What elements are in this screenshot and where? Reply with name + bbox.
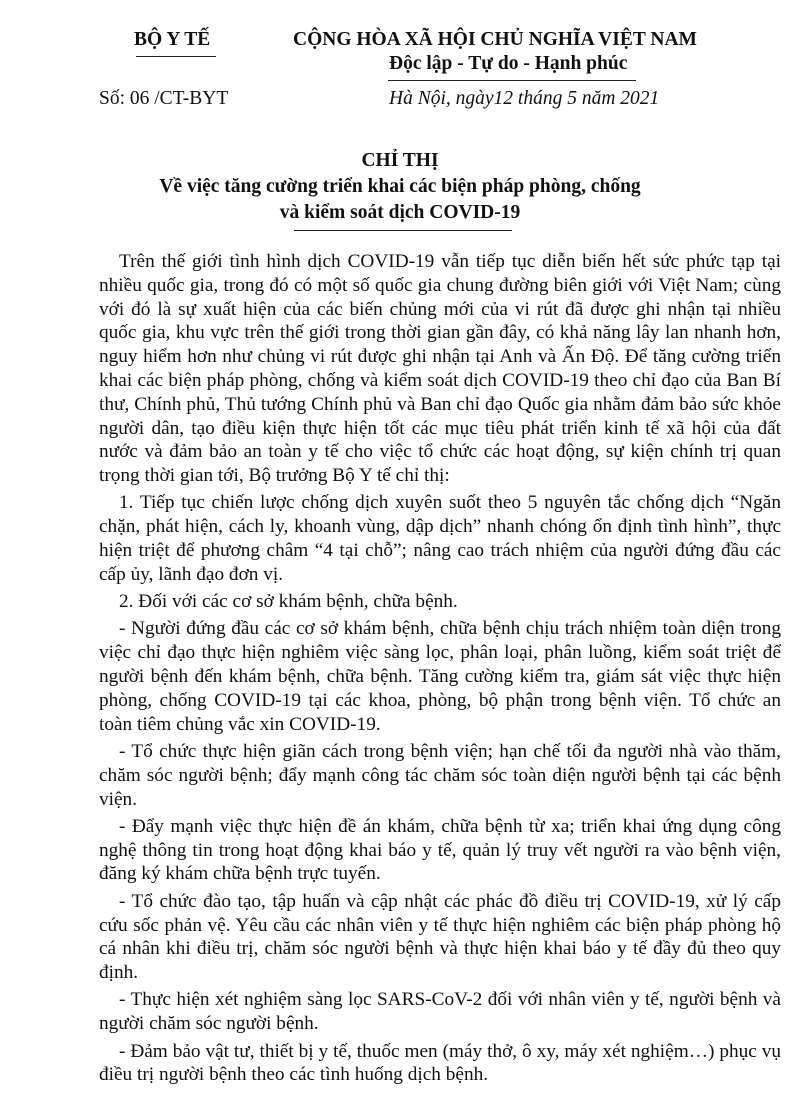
national-motto: Độc lập - Tự do - Hạnh phúc [389,53,628,74]
document-type-title: CHỈ THỊ [361,150,439,171]
body-paragraph: - Đẩy mạnh việc thực hiện đề án khám, chữa bệnh từ xa; triển khai ứng dụng công nghệ thông tin trong hoạt động khai báo y tế, quản lý truy vết người ra vào bệnh viện, đăng ký khám chữa bệnh trực tuyến. [99,815,781,885]
body-paragraph: 2. Đối với các cơ sở khám bệnh, chữa bệnh. [119,591,458,613]
body-paragraph: Trên thế giới tình hình dịch COVID-19 vẫn tiếp tục diễn biến hết sức phức tạp tại nhiều quốc gia, trong đó có một số quốc gia chung đường biên giới với Việt Nam; cùng với đó là sự xuất hiện của các biến chủng mới của vi rút đã được ghi nhận tại nhiều quốc gia, khu vực trên thế giới trong thời gian gần đây, có khả năng lây lan nhanh hơn, nguy hiểm hơn như chủng vi rút được ghi nhận tại Anh và Ấn Độ. Để tăng cường triển khai các biện pháp phòng, chống và kiểm soát dịch COVID-19 theo chỉ đạo của Ban Bí thư, Chính phủ, Thủ tướng Chính phủ và Ban chỉ đạo Quốc gia nhằm đảm bảo sức khỏe người dân, tạo điều kiện thực hiện tốt các mục tiêu phát triển kinh tế xã hội của đất nước và đảm bảo an toàn y tế cho việc tổ chức các hoạt động, sự kiện chính trị quan trọng thời gian tới, Bộ trưởng Bộ Y tế chỉ thị: [99,251,781,487]
document-body [99,250,781,1087]
body-paragraph: - Người đứng đầu các cơ sở khám bệnh, chữa bệnh chịu trách nhiệm toàn diện trong việc chỉ đạo thực hiện nghiêm việc sàng lọc, phân loại, phân luồng, kiểm soát triệt để người bệnh đến khám bệnh, chữa bệnh. Tăng cường kiểm tra, giám sát việc thực hiện phòng, chống COVID-19 tại các khoa, phòng, bộ phận trong bệnh viện. Tổ chức an toàn tiêm chủng vắc xin COVID-19. [99,618,781,735]
ministry-underline [136,56,216,57]
place-and-date: Hà Nội, ngày12 tháng 5 năm 2021 [389,88,660,109]
country-name: CỘNG HÒA XÃ HỘI CHỦ NGHĨA VIỆT NAM [293,29,697,50]
document-subject-line-1: Về việc tăng cường triển khai các biện pháp phòng, chống [159,176,641,197]
motto-underline [388,80,636,81]
title-underline [294,230,512,231]
ministry-name: BỘ Y TẾ [134,29,211,50]
body-paragraph: - Đảm bảo vật tư, thiết bị y tế, thuốc men (máy thở, ô xy, máy xét nghiệm…) phục vụ điều trị người bệnh theo các tình huống dịch bệnh. [99,1040,781,1086]
body-paragraph: - Tổ chức thực hiện giãn cách trong bệnh viện; hạn chế tối đa người nhà vào thăm, chăm sóc người bệnh; đẩy mạnh công tác chăm sóc toàn diện người bệnh tại các bệnh viện. [99,740,781,810]
body-paragraph: 1. Tiếp tục chiến lược chống dịch xuyên suốt theo 5 nguyên tắc chống dịch “Ngăn chặn, phát hiện, cách ly, khoanh vùng, dập dịch” nhanh chóng ổn định tình hình”, thực hiện triệt để phương châm “4 tại chỗ”; nâng cao trách nhiệm của người đứng đầu các cấp ủy, lãnh đạo đơn vị. [99,492,781,585]
body-paragraph: - Thực hiện xét nghiệm sàng lọc SARS-CoV-2 đối với nhân viên y tế, người bệnh và người chăm sóc người bệnh. [99,989,781,1035]
document-number: Số: 06 /CT-BYT [99,88,229,109]
document-subject-line-2: và kiểm soát dịch COVID-19 [279,202,521,223]
body-paragraph: - Tổ chức đào tạo, tập huấn và cập nhật các phác đồ điều trị COVID-19, xử lý cấp cứu sốc phản vệ. Yêu cầu các nhân viên y tế thực hiện nghiêm các biện pháp phòng hộ cá nhân khi điều trị, chăm sóc người bệnh và thực hiện khai báo y tế đầy đủ theo quy định. [99,890,781,984]
